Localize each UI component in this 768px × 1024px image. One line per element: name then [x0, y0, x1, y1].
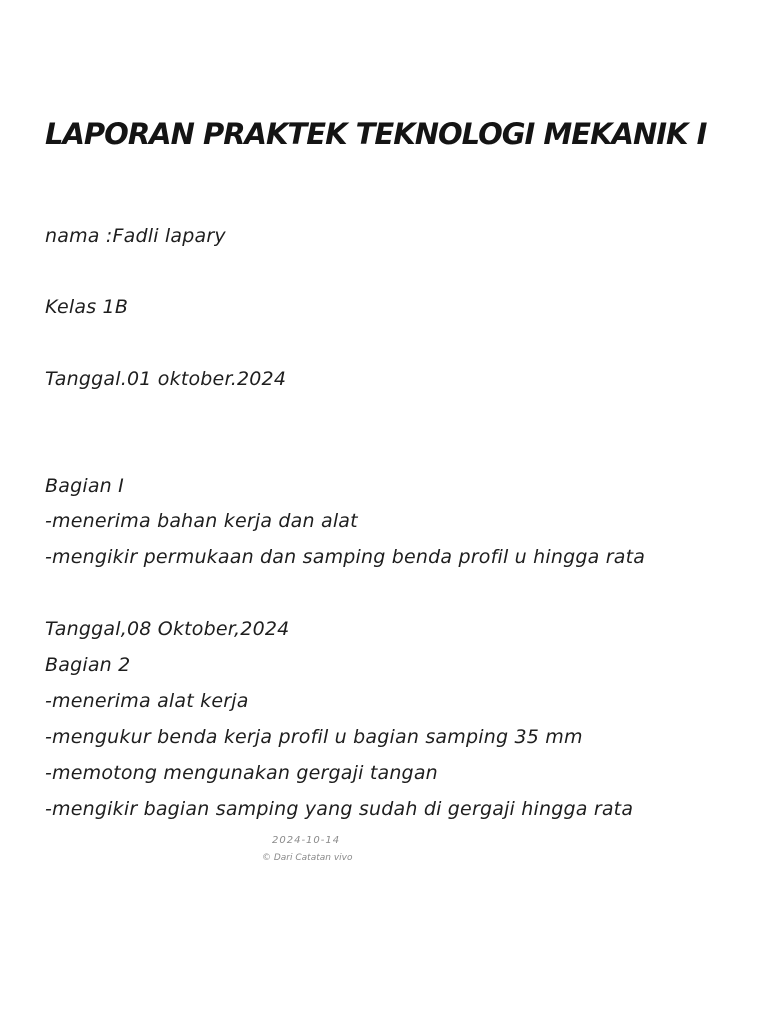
- section-2-item: -memotong mengunakan gergaji tangan: [45, 762, 438, 784]
- date-line-1: Tanggal.01 oktober.2024: [45, 368, 287, 390]
- section-1-item: -mengikir permukaan dan samping benda profil u hingga rata: [45, 546, 646, 568]
- section-2-heading: Bagian 2: [45, 654, 131, 676]
- name-line: nama :Fadli lapary: [45, 225, 226, 247]
- section-1-item: -menerima bahan kerja dan alat: [45, 510, 358, 532]
- section-1-heading: Bagian I: [45, 475, 124, 497]
- document-title: LAPORAN PRAKTEK TEKNOLOGI MEKANIK I: [45, 117, 707, 151]
- class-line: Kelas 1B: [45, 296, 129, 318]
- section-2-item: -menerima alat kerja: [45, 690, 249, 712]
- section-2-item: -mengikir bagian samping yang sudah di gergaji hingga rata: [45, 798, 634, 820]
- section-2-item: -mengukur benda kerja profil u bagian samping 35 mm: [45, 726, 583, 748]
- footer-date: 2024-10-14: [272, 835, 341, 846]
- date-line-2: Tanggal,08 Oktober,2024: [45, 618, 290, 640]
- footer-source: © Dari Catatan vivo: [262, 853, 353, 863]
